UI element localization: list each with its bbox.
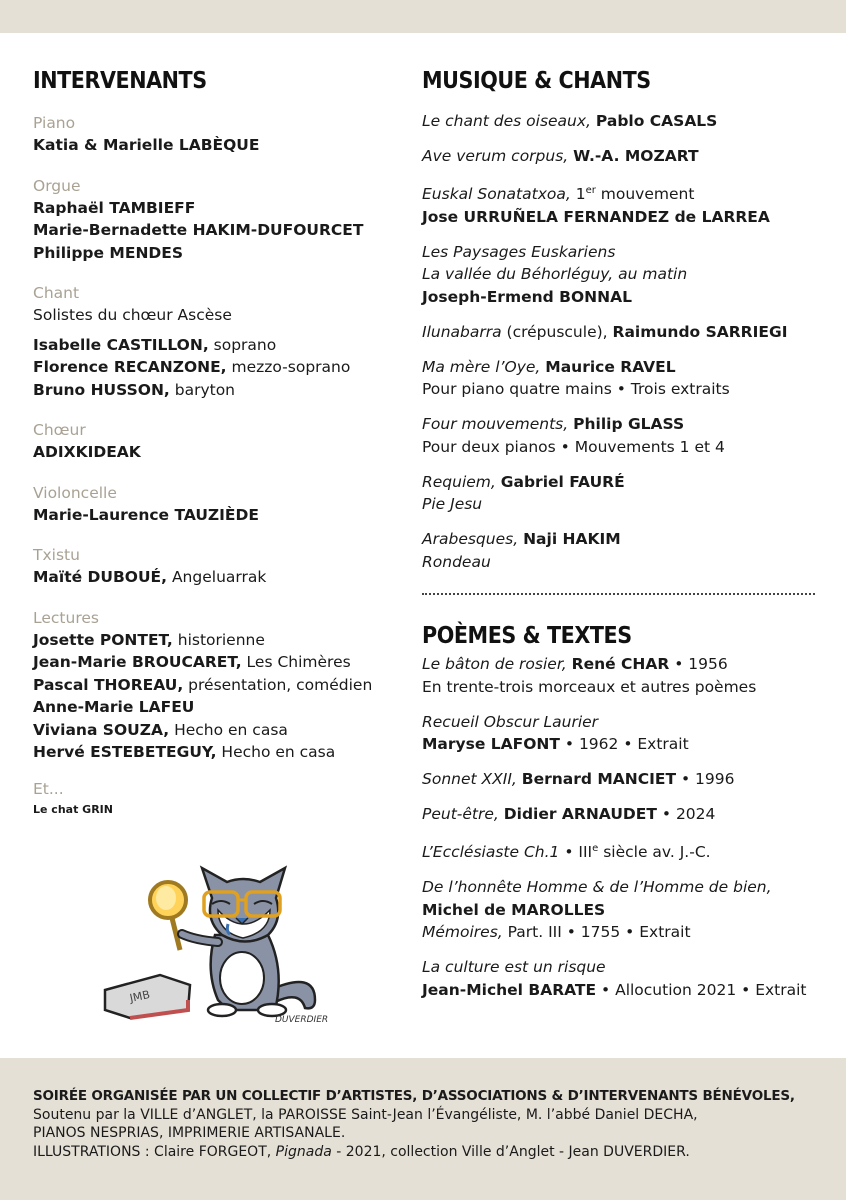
performer-line [33,719,413,742]
performer-name: Philippe MENDES [33,243,184,262]
footer-support: Soutenu par la VILLE d’ANGLET, la PAROISSE Saint-Jean l’Évangéliste, M. l’abbé Daniel DECHA, [33,1106,698,1123]
performer-line [33,134,413,157]
intervenants-column [33,64,413,818]
intervenant-group [33,282,413,401]
composer: Joseph-Ermend BONNAL [422,287,632,306]
work-year: • 2024 [656,805,716,824]
century: • III [559,843,593,862]
work-title: Peut-être, [422,805,499,824]
work-title: De l’honnête Homme & de l’Homme de bien, [422,878,772,897]
composer: Philip GLASS [573,415,685,434]
movement-text: mouvement [595,185,695,204]
work-title: Sonnet XXII, [422,770,517,789]
performer-name: ADIXKIDEAK [33,443,141,461]
group-label: Piano [33,114,76,132]
composer: Naji HAKIM [523,530,621,549]
work-details: En trente-trois morceaux et autres poèmes [422,677,757,696]
composer: Jose URRUÑELA FERNANDEZ de LARREA [422,207,770,226]
group-label: Orgue [33,176,81,195]
performer-name: Maïté DUBOUÉ, [33,568,168,586]
et-label: Et... [33,779,64,798]
poem-entry-ecclesiaste [422,838,832,864]
ordinal-suffix: e [592,843,599,855]
illustrations-credit: ILLUSTRATIONS : Claire FORGEOT, [33,1143,276,1160]
performer-name: Anne-Marie LAFEU [33,698,195,716]
work-title: Ma mère l’Oye, [422,357,541,376]
music-entry-glass [422,413,832,458]
group-label: Violoncelle [33,483,117,502]
intervenant-group [33,544,413,589]
music-entry-mozart [422,145,832,168]
performer-line [33,441,413,464]
author: Jean-Michel BARATE [422,980,597,999]
work-title: Ave verum corpus, [422,147,569,165]
work-year: • 1996 [676,770,735,789]
group-label: Lectures [33,608,99,627]
intervenants-title: INTERVENANTS [33,68,207,94]
performer-role: historienne [172,630,265,649]
composer: Maurice RAVEL [545,357,676,376]
work-year: • 1962 • Extrait [559,735,689,754]
performer-role: Hecho en casa [216,743,336,761]
performer-name: Bruno HUSSON, [33,380,170,399]
work-note: (crépuscule), [501,322,608,341]
author: Maryse LAFONT [422,735,560,754]
work-title: Four mouvements, [422,415,569,434]
performer-role: Angeluarrak [167,568,267,586]
intervenant-group [33,419,413,464]
group-label: Chœur [33,421,86,439]
composer: Raimundo SARRIEGI [612,322,788,341]
work-title: Le bâton de rosier, [422,655,567,674]
performer-name: Jean-Marie BROUCARET, [33,653,242,671]
author: Michel de MAROLLES [422,900,606,919]
poem-entry-barate [422,956,832,1001]
performer-line [33,651,413,674]
poem-entry-manciet [422,768,832,791]
performer-name: Raphaël TAMBIEFF [33,198,196,217]
work-year: • 1956 [669,655,728,674]
illustrator-signature: DUVERDIER [275,1015,329,1025]
work-subtitle: Pie Jesu [422,495,483,514]
performer-name: Hervé ESTEBETEGUY, [33,743,217,761]
top-band [0,0,846,33]
performer-name: Marie-Laurence TAUZIÈDE [33,505,259,524]
performer-line [33,242,413,265]
work-details: • Allocution 2021 • Extrait [596,980,807,999]
dotted-divider [422,593,815,595]
work-title: Recueil Obscur Laurier [422,712,599,731]
performer-role: Les Chimères [241,653,351,671]
music-entry-ravel [422,356,832,401]
ordinal-suffix: er [585,185,596,196]
work-title: Arabesques, [422,530,519,549]
movement-number: 1 [570,185,586,204]
work-subtitle: Rondeau [422,552,491,571]
poem-entry-char [422,653,832,698]
intervenant-group [33,175,413,265]
performer-name: Katia & Marielle LABÈQUE [33,136,260,154]
group-label: Txistu [33,546,80,564]
performer-role: mezzo-soprano [226,358,351,376]
performer-line [33,379,413,402]
performer-line [33,334,413,357]
century-text: siècle av. J.-C. [598,843,711,862]
performer-line [33,696,413,719]
performer-role: Hecho en casa [169,720,288,739]
author: René CHAR [571,655,670,674]
footer-organisers: SOIRÉE ORGANISÉE PAR UN COLLECTIF D’ARTISTES, D’ASSOCIATIONS & D’INTERVENANTS BÉNÉVOLES, [33,1088,795,1104]
footer-sponsors: PIANOS NESPRIAS, IMPRIMERIE ARTISANALE. [33,1125,346,1141]
work-title: L’Ecclésiaste Ch.1 [422,843,560,862]
group-label: Chant [33,284,80,302]
work-details: Part. III • 1755 • Extrait [502,923,691,942]
composer: W.-A. MOZART [573,147,699,165]
performer-line [33,356,413,379]
cat-with-mirror-illustration [100,850,350,1030]
composer: Gabriel FAURÉ [500,472,625,491]
performer-line [33,629,413,652]
mat-text: JMB [128,988,152,1005]
musique-title: MUSIQUE & CHANTS [422,68,651,94]
cat-name: Le chat GRIN [33,802,113,816]
work-title: Les Paysages Euskariens [422,242,616,261]
music-entry-urrunela [422,180,832,228]
poem-entry-arnaudet [422,803,832,826]
performer-name: Isabelle CASTILLON, [33,335,209,354]
poem-entry-marolles [422,876,832,944]
performer-line [33,566,413,589]
group-intro: Solistes du chœur Ascèse [33,306,232,324]
performer-name: Marie-Bernadette HAKIM-DUFOURCET [33,221,364,239]
performer-line [33,741,413,764]
work-title: Requiem, [422,472,496,491]
work-details: Pour piano quatre mains • Trois extraits [422,380,730,399]
work-title: Ilunabarra [422,322,502,341]
performer-role: soprano [208,335,277,354]
poem-entry-lafont [422,711,832,756]
author: Bernard MANCIET [521,770,677,789]
work-title: Le chant des oiseaux, [422,112,591,130]
illustrations-collection: - 2021, collection Ville d’Anglet - Jean DUVERDIER. [331,1143,690,1160]
music-entry-sarriegi [422,321,832,344]
performer-line [33,674,413,697]
work-title: Euskal Sonatatxoa, [422,185,571,204]
composer: Pablo CASALS [595,112,718,130]
footer [33,1087,833,1161]
performer-name: Pascal THOREAU, [33,675,184,694]
performer-line [33,197,413,220]
intervenant-group [33,112,413,157]
intervenant-group [33,607,413,764]
musique-column [422,64,832,1014]
music-entry-hakim [422,528,832,573]
performer-role: présentation, comédien [183,675,373,694]
work-subtitle: Mémoires, [422,923,503,942]
footer-illustrations [33,1143,833,1162]
performer-name: Florence RECANZONE, [33,358,227,376]
poemes-title: POÈMES & TEXTES [422,623,632,650]
et-group [33,778,413,818]
performer-line [33,504,413,527]
author: Didier ARNAUDET [503,805,657,824]
music-entry-casals [422,110,832,133]
work-title: La culture est un risque [422,958,606,977]
music-entry-faure [422,471,832,516]
work-details: Pour deux pianos • Mouvements 1 et 4 [422,437,725,456]
intervenant-group [33,482,413,527]
performer-name: Viviana SOUZA, [33,720,170,739]
illustration-title: Pignada [275,1143,332,1160]
music-entry-bonnal [422,241,832,309]
performer-name: Josette PONTET, [33,630,173,649]
work-subtitle: La vallée du Béhorléguy, au matin [422,265,688,284]
performer-line [33,219,413,242]
intervenants-groups [33,112,413,764]
performer-role: baryton [169,380,236,399]
